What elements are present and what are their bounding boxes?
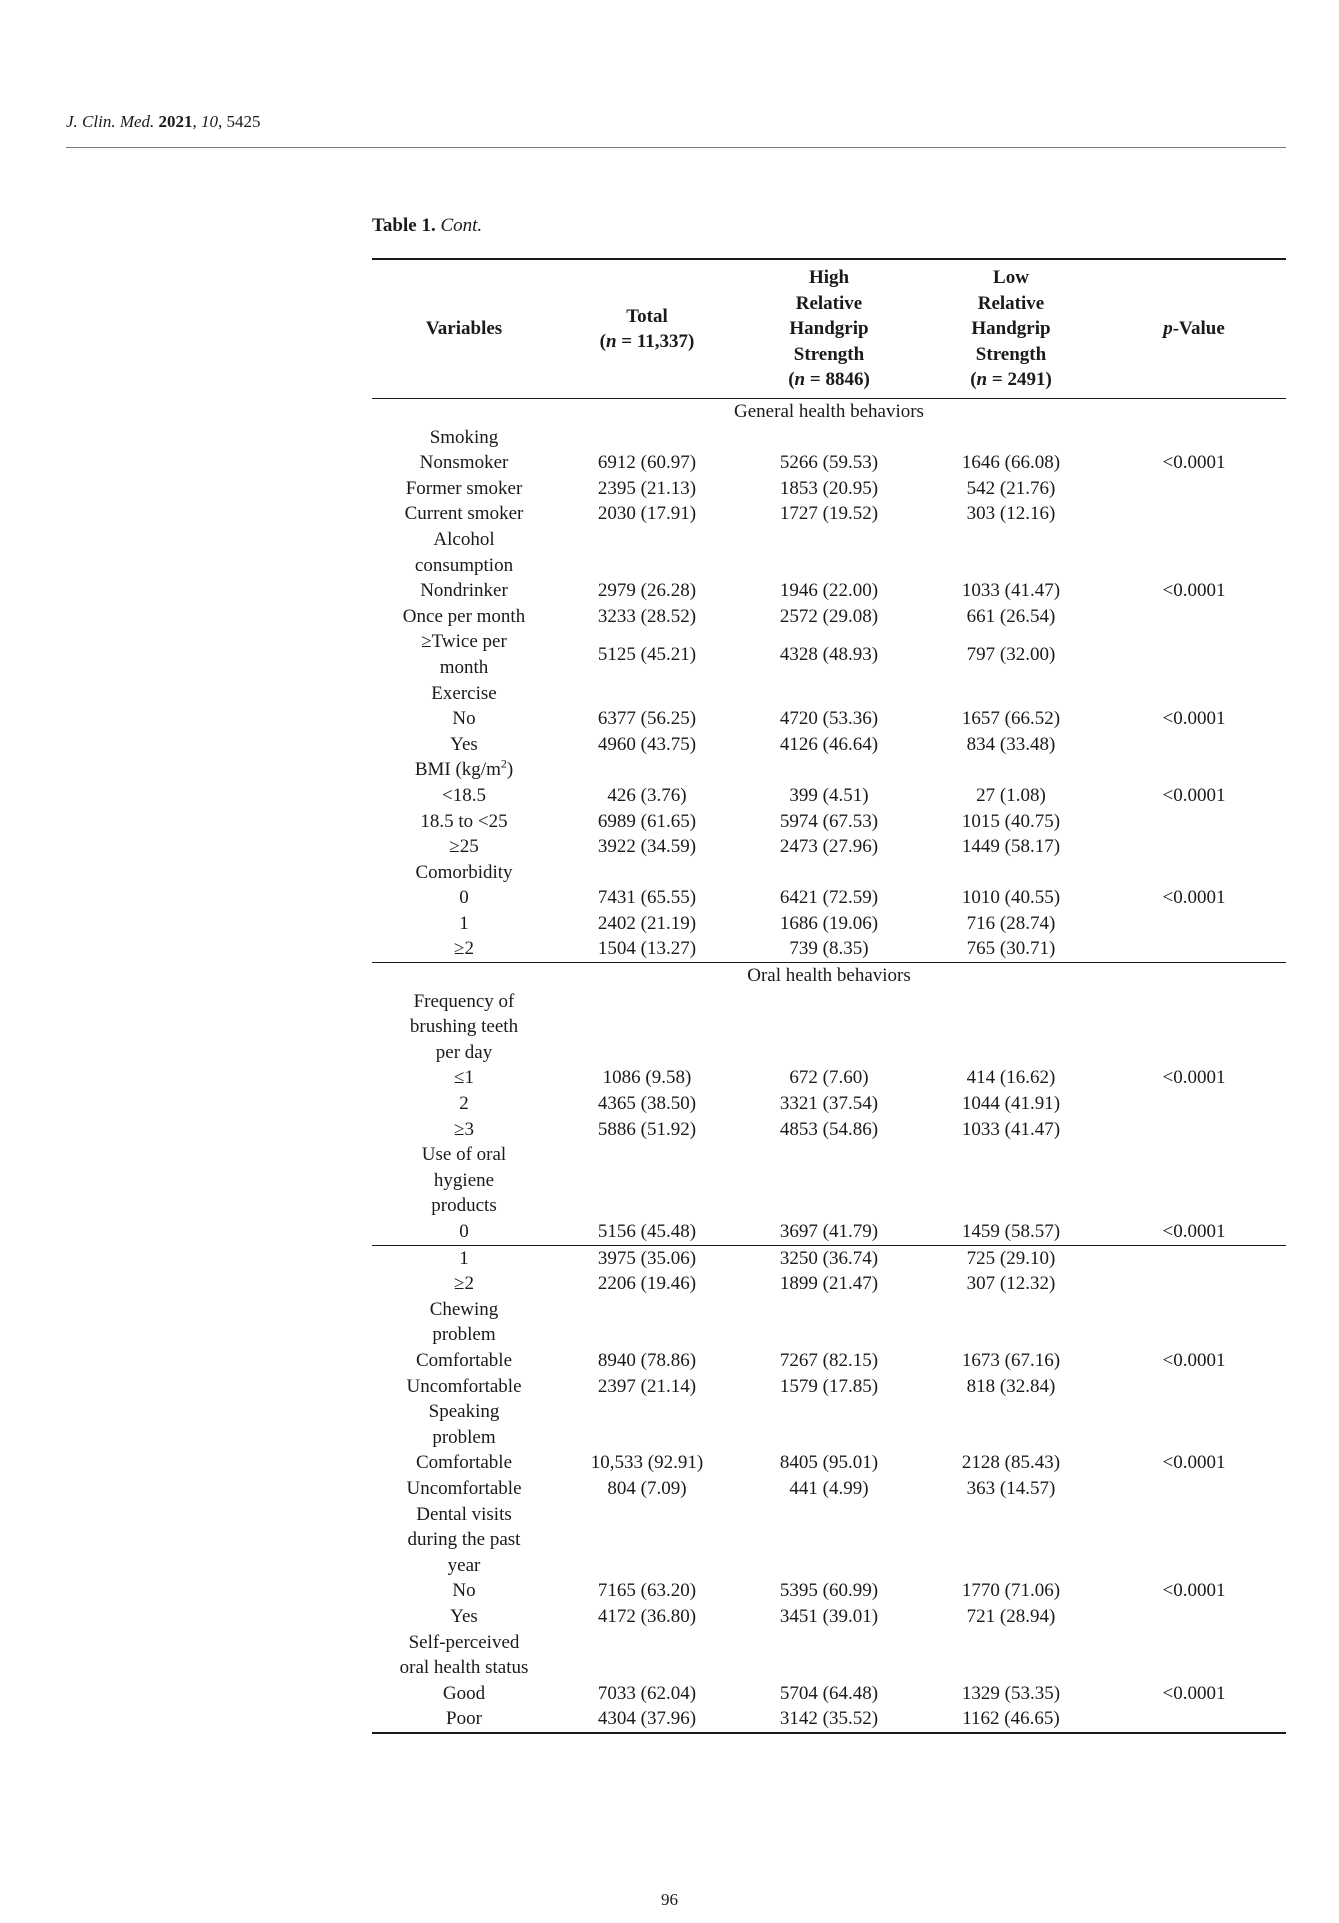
variable-label: Frequency of brushing teeth per day [409,990,519,1063]
table-row [372,1604,1286,1630]
variable-label: Speaking problem [428,1401,500,1448]
table-row [372,1065,1286,1091]
p-value: <0.0001 [1162,1350,1226,1371]
table-row [372,1399,1286,1450]
high-strength-value [738,681,920,707]
low-strength-value [920,860,1102,886]
col-total-n: (n = 11,337) [599,331,695,352]
low-strength-value [920,527,1102,578]
total-value [556,1142,738,1219]
low-strength-value [920,757,1102,783]
low-strength-value [920,1630,1102,1681]
p-value [1102,1117,1286,1143]
p-value [1102,1091,1286,1117]
table-row [372,578,1286,604]
variable-label: ≥3 [454,1118,474,1140]
low-strength-value: 414 (16.62) [966,1067,1056,1089]
variable-label: Good [442,1682,486,1704]
variable-label: 1 [459,912,469,934]
table-row [372,1117,1286,1143]
table-row [372,1348,1286,1374]
table-caption [372,215,482,237]
low-strength-value: 661 (26.54) [966,605,1056,627]
low-strength-value: 1646 (66.08) [961,452,1061,474]
total-value: 6989 (61.65) [597,810,697,832]
total-value: 2030 (17.91) [597,503,697,525]
table-header [372,258,1286,399]
low-strength-value [920,425,1102,451]
total-value: 2979 (26.28) [597,580,697,602]
table-row [372,1297,1286,1348]
data-table [372,258,1286,1734]
p-value: <0.0001 [1162,580,1226,602]
variable-label: Self-perceived oral health status [399,1631,529,1679]
total-value [556,1399,738,1450]
p-value [1102,681,1286,707]
high-strength-value: 8405 (95.01) [779,1452,879,1474]
table-row [372,1450,1286,1476]
p-value: <0.0001 [1162,1221,1226,1243]
table-row [372,834,1286,860]
col-total-label: Total [626,305,668,327]
low-strength-value: 1449 (58.17) [961,836,1061,858]
header-divider [66,147,1286,148]
table-row [372,1374,1286,1400]
p-value: <0.0001 [1162,784,1226,806]
p-value: <0.0001 [1162,708,1226,730]
col-pvalue-p: p [1163,318,1173,340]
total-value [556,1502,738,1579]
high-strength-value: 3250 (36.74) [779,1247,879,1269]
table-row [372,911,1286,937]
low-strength-value: 1033 (41.47) [961,580,1061,602]
high-strength-value: 4853 (54.86) [779,1118,879,1140]
high-strength-value [738,757,920,783]
total-value [556,681,738,707]
section-heading: General health behaviors [734,401,924,422]
high-strength-value: 1853 (20.95) [779,477,879,499]
total-value: 2206 (19.46) [597,1273,697,1295]
p-value [1102,425,1286,451]
variable-label: 1 [459,1247,469,1269]
variable-label: Smoking [429,426,499,448]
journal-year: 2021 [158,112,193,131]
high-strength-value: 5974 (67.53) [779,810,879,832]
col-pvalue [1102,260,1286,398]
low-strength-value: 1044 (41.91) [961,1093,1061,1115]
variable-label: ≥Twice per month [421,631,507,678]
total-value: 4960 (43.75) [597,733,697,755]
variable-label: No [452,1580,476,1602]
low-strength-value [920,1399,1102,1450]
total-value: 5156 (45.48) [597,1221,697,1243]
variable-label: 0 [459,1221,469,1243]
table-row [372,989,1286,1066]
high-strength-value [738,527,920,578]
total-value: 4172 (36.80) [597,1605,697,1627]
high-strength-value [738,860,920,886]
low-strength-value: 542 (21.76) [966,477,1056,499]
high-strength-value: 6421 (72.59) [779,887,879,909]
total-value: 4365 (38.50) [597,1093,697,1115]
p-value [1102,629,1286,680]
low-strength-value: 1033 (41.47) [961,1118,1061,1140]
table-row [372,885,1286,911]
table-row [372,1476,1286,1502]
total-value: 5125 (45.21) [597,644,697,666]
p-value: <0.0001 [1162,452,1226,474]
table-row [372,809,1286,835]
col-variables [372,260,556,398]
low-strength-value: 765 (30.71) [966,938,1056,960]
col-total [556,260,738,398]
table-row [372,757,1286,783]
variable-label: BMI $(kg/m^2)$ [414,756,514,781]
low-strength-value: 1162 (46.65) [962,1708,1060,1730]
col-variables-label: Variables [425,318,503,340]
p-value [1102,1630,1286,1681]
high-strength-value: 2572 (29.08) [779,605,879,627]
table-row [372,1245,1286,1272]
variable-label: Comorbidity [415,861,513,883]
total-value [556,527,738,578]
p-value [1102,1374,1286,1400]
total-value: 6377 (56.25) [597,708,697,730]
table-row [372,527,1286,578]
low-strength-value: 1673 (67.16) [961,1350,1061,1371]
high-strength-value: 441 (4.99) [789,1477,869,1499]
variable-label: Chewing problem [429,1298,499,1346]
high-strength-value: 3697 (41.79) [779,1221,879,1243]
table-row [372,1219,1286,1245]
variable-label: Exercise [431,682,497,704]
high-strength-value: 1686 (19.06) [779,912,879,934]
low-strength-value: 1657 (66.52) [961,708,1061,730]
high-strength-value: 1727 (19.52) [779,503,879,525]
article-number: 5425 [226,112,261,131]
variable-label: ≥2 [454,1273,474,1295]
low-strength-value [920,1297,1102,1348]
variable-label: 18.5 to <25 [420,810,508,832]
col-low-line: Strength [975,343,1047,365]
variable-label: Current smoker [404,503,524,525]
table-row [372,1578,1286,1604]
total-value: 7431 (65.55) [597,887,697,909]
low-strength-value: 303 (12.16) [966,503,1056,525]
variable-label: Poor [446,1708,482,1730]
table-row [372,783,1286,809]
low-strength-value: 1770 (71.06) [961,1580,1061,1602]
table-row [372,732,1286,758]
variable-label: Yes [450,1605,478,1627]
p-value [1102,860,1286,886]
p-value: <0.0001 [1162,1067,1226,1089]
high-strength-value: 5704 (64.48) [779,1682,879,1704]
table-row [372,860,1286,886]
high-strength-value [738,1399,920,1450]
p-value [1102,1297,1286,1348]
variable-label: Uncomfortable [406,1477,522,1499]
p-value [1102,1246,1286,1272]
total-value: 6912 (60.97) [597,452,697,474]
table-cont: Cont. [440,215,483,236]
journal-volume: 10 [201,112,219,131]
variable-label: ≥2 [454,938,474,960]
high-strength-value [738,1142,920,1219]
low-strength-value: 818 (32.84) [966,1375,1056,1397]
low-strength-value: 2128 (85.43) [961,1452,1061,1474]
variable-label: Former smoker [405,477,523,499]
high-strength-value: 4720 (53.36) [779,708,879,730]
col-high-line: High [808,267,850,289]
variable-label: Dental visits during the past year [407,1503,521,1576]
variable-label: ≥25 [449,836,479,858]
total-value: 2395 (21.13) [597,477,697,499]
high-strength-value: 5395 (60.99) [779,1580,879,1602]
high-strength-value [738,1502,920,1579]
table-row [372,1142,1286,1219]
table-row [372,1706,1286,1732]
p-value [1102,936,1286,962]
p-value [1102,1604,1286,1630]
high-strength-value: 3451 (39.01) [779,1605,879,1627]
variable-label: Nonsmoker [419,452,509,474]
total-value [556,757,738,783]
low-strength-value: 1459 (58.57) [961,1221,1061,1243]
table-row [372,476,1286,502]
table-row [372,1502,1286,1579]
total-value: 7165 (63.20) [597,1580,697,1602]
high-strength-value: 1946 (22.00) [779,580,879,602]
col-pvalue-rest: -Value [1172,318,1225,340]
total-value: 2397 (21.14) [597,1375,697,1397]
total-value: 1086 (9.58) [602,1067,692,1089]
low-strength-value: 725 (29.10) [966,1247,1056,1269]
p-value [1102,757,1286,783]
variable-label: Nondrinker [420,580,508,602]
high-strength-value [738,425,920,451]
total-value: 3975 (35.06) [597,1247,697,1269]
table-row [372,425,1286,451]
p-value [1102,809,1286,835]
p-value: <0.0001 [1162,887,1226,909]
high-strength-value: 3142 (35.52) [779,1708,879,1730]
variable-label: No [452,708,476,730]
table-row [372,1091,1286,1117]
variable-label: Yes [450,733,478,755]
variable-label: 0 [459,887,469,909]
high-strength-value: 2473 (27.96) [779,836,879,858]
p-value [1102,501,1286,527]
table-row [372,936,1286,962]
p-value [1102,1399,1286,1450]
p-value: <0.0001 [1162,1580,1226,1602]
low-strength-value: 721 (28.94) [966,1605,1056,1627]
low-strength-value: 1010 (40.55) [961,887,1061,909]
total-value [556,1297,738,1348]
total-value [556,1630,738,1681]
low-strength-value: 797 (32.00) [966,644,1056,666]
variable-label: Comfortable [415,1452,513,1474]
table-row [372,706,1286,732]
high-strength-value: 5266 (59.53) [779,452,879,474]
total-value: 8940 (78.86) [597,1350,697,1371]
high-strength-value: 4126 (46.64) [779,733,879,755]
variable-label: Uncomfortable [406,1375,522,1397]
table-row [372,604,1286,630]
low-strength-value: 27 (1.08) [976,784,1046,806]
high-strength-value: 1899 (21.47) [779,1273,879,1295]
page-number: 96 [661,1890,678,1909]
p-value [1102,1142,1286,1219]
total-value: 7033 (62.04) [597,1682,697,1704]
total-value: 3922 (34.59) [597,836,697,858]
col-low-line: Relative [977,292,1045,314]
col-low-line: Handgrip [971,318,1051,340]
variable-label: Comfortable [415,1350,513,1371]
col-high-line: Relative [795,292,863,314]
low-strength-value: 1015 (40.75) [961,810,1061,832]
p-value [1102,911,1286,937]
p-value [1102,1502,1286,1579]
p-value [1102,732,1286,758]
total-value [556,860,738,886]
col-high-line: Handgrip [789,318,869,340]
p-value [1102,1271,1286,1297]
low-strength-value: 1329 (53.35) [961,1682,1061,1704]
table-row [372,1271,1286,1297]
high-strength-value: 399 (4.51) [789,784,869,806]
table-bottom-rule [372,1732,1286,1734]
running-header: J. Clin. Med. 2021, 10, 5425 [66,112,261,131]
variable-label: Once per month [402,605,526,627]
variable-label: Use of oral hygiene products [421,1144,507,1217]
col-low-n: (n = 2491) [970,369,1052,391]
low-strength-value [920,681,1102,707]
low-strength-value: 307 (12.32) [966,1273,1056,1295]
table-row [372,501,1286,527]
col-high-n: (n = 8846) [788,369,870,391]
high-strength-value: 672 (7.60) [789,1067,869,1089]
section-heading: Oral health behaviors [372,962,1286,989]
journal-name: J. Clin. Med. [66,112,155,131]
total-value: 4304 (37.96) [597,1708,697,1730]
table-body [372,399,1286,1732]
col-high [738,260,920,398]
p-value [1102,1476,1286,1502]
total-value [556,425,738,451]
total-value: 2402 (21.19) [597,912,697,934]
variable-label: 2 [459,1093,469,1115]
variable-label: Alcohol consumption [414,528,514,576]
high-strength-value [738,989,920,1066]
high-strength-value: 739 (8.35) [789,938,869,960]
col-low-line: Low [993,267,1029,289]
total-value: 5886 (51.92) [597,1118,697,1140]
p-value: <0.0001 [1162,1452,1226,1474]
low-strength-value [920,989,1102,1066]
high-strength-value: 3321 (37.54) [779,1093,879,1115]
low-strength-value: 363 (14.57) [966,1477,1056,1499]
total-value: 1504 (13.27) [597,938,697,960]
high-strength-value: 1579 (17.85) [779,1375,879,1397]
p-value [1102,989,1286,1066]
variable-label: ≤1 [454,1067,474,1089]
table-row [372,1681,1286,1707]
col-low [920,260,1102,398]
p-value [1102,476,1286,502]
high-strength-value: 7267 (82.15) [779,1350,879,1371]
low-strength-value: 834 (33.48) [966,733,1056,755]
total-value: 10,533 (92.91) [590,1452,704,1474]
total-value [556,989,738,1066]
low-strength-value [920,1502,1102,1579]
high-strength-value: 4328 (48.93) [779,644,879,666]
high-strength-value [738,1630,920,1681]
table-row [372,1630,1286,1681]
p-value: <0.0001 [1162,1682,1226,1704]
table-row [372,629,1286,680]
high-strength-value [738,1297,920,1348]
low-strength-value: 716 (28.74) [966,912,1056,934]
variable-label: <18.5 [442,784,486,806]
table-row [372,681,1286,707]
table-row [372,450,1286,476]
p-value [1102,527,1286,578]
total-value: 3233 (28.52) [597,605,697,627]
total-value: 426 (3.76) [607,784,687,806]
p-value [1102,604,1286,630]
total-value: 804 (7.09) [607,1477,687,1499]
low-strength-value [920,1142,1102,1219]
p-value [1102,834,1286,860]
col-high-line: Strength [793,343,865,365]
table-label: Table 1. [372,215,436,236]
p-value [1102,1706,1286,1732]
